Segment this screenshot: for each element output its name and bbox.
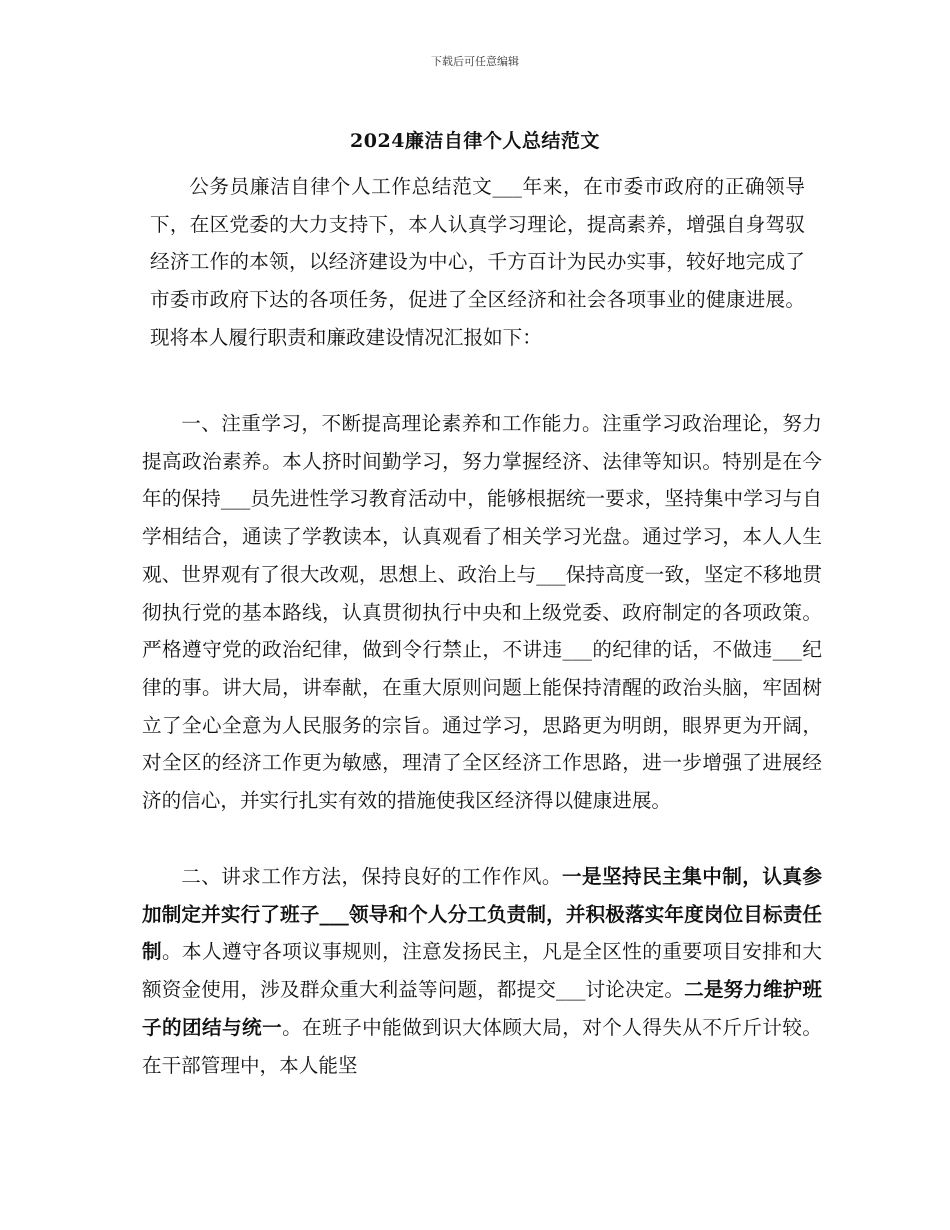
paragraph-section-2 (142, 858, 822, 1084)
section-2-heading: 二、讲求工作方法，保持良好的工作作风。 (181, 865, 562, 888)
section-2-text-2: 。在班子中能做到识大体顾大局，对个人得失从不斤斤计较。在干部管理中，本人能坚 (142, 1015, 823, 1077)
paragraph-section-1: 一、注重学习，不断提高理论素养和工作能力。注重学习政治理论，努力提高政治素养。本人挤时间勤学习，努力掌握经济、法律等知识。特别是在今年的保持___员先进性学习教育活动中，能够根据统一要求，坚持集中学习与自学相结合，通读了学教读本，认真观看了相关学习光盘。通过学习，本人人生观、世界观有了很大改观，思想上、政治上与___保持高度一致，坚定不移地贯彻执行党的基本路线，认真贯彻执行中央和上级党委、政府制定的各项政策。严格遵守党的政治纪律，做到令行禁止，不讲违___的纪律的话，不做违___纪律的事。讲大局，讲奉献，在重大原则问题上能保持清醒的政治头脑，牢固树立了全心全意为人民服务的宗旨。通过学习，思路更为明朗，眼界更为开阔，对全区的经济工作更为敏感，理清了全区经济工作思路，进一步增强了进展经济的信心，并实行扎实有效的措施使我区经济得以健康进展。 (142, 412, 822, 813)
document-title: 2024廉洁自律个人总结范文 (350, 130, 600, 152)
paragraph-intro: 公务员廉洁自律个人工作总结范文___年来，在市委市政府的正确领导下，在区党委的大力支持下，本人认真学习理论，提高素养，增强自身驾驭经济工作的本领，以经济建设为中心，千方百计为民办实事，较好地完成了市委市政府下达的各项任务，促进了全区经济和社会各项事业的健康进展。现将本人履行职责和廉政建设情况汇报如下： (150, 175, 805, 349)
bold-point-2: 二是努力维护班子的团结与统一 (142, 978, 823, 1039)
section-2-text-1: 。本人遵守各项议事规则，注意发扬民主，凡是全区性的重要项目安排和大额资金使用，涉及群众重大利益等问题，都提交___讨论决定。 (142, 940, 823, 1002)
bold-point-1: 一是坚持民主集中制，认真参加制定并实行了班子___领导和个人分工负责制，并积极落实年度岗位目标责任制 (142, 865, 823, 964)
page-header-note: 下载后可任意编辑 (431, 55, 519, 68)
